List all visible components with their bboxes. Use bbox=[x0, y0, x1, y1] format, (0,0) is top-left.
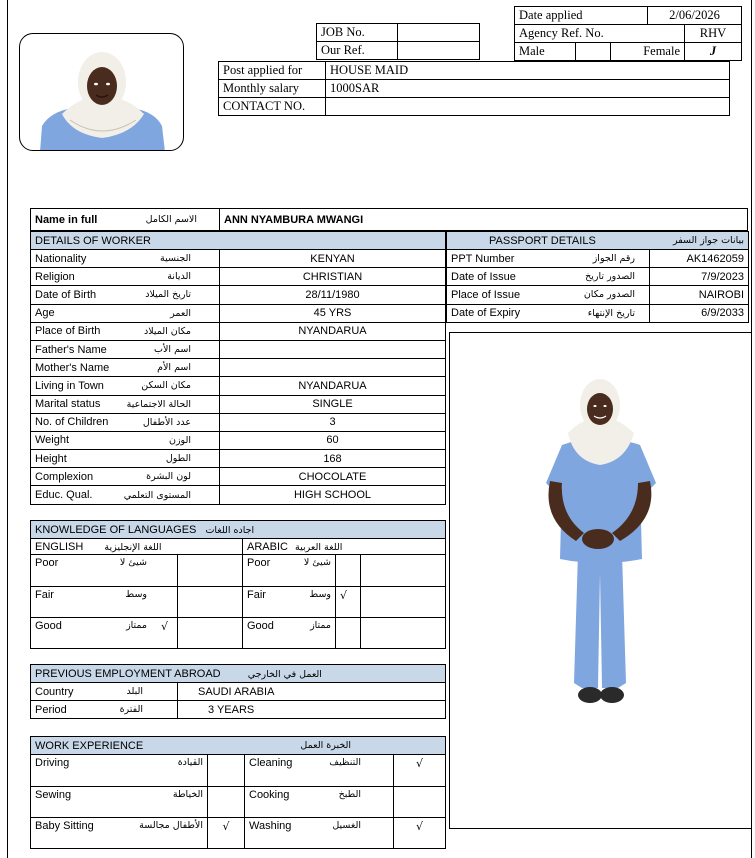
languages-section-title-ar: اجاده اللغات bbox=[205, 524, 255, 536]
english-level-label: Fair bbox=[35, 589, 54, 601]
worker-row bbox=[31, 250, 446, 268]
worker-value: SINGLE bbox=[220, 395, 446, 413]
passport-label-ar: الصدور تاريخ bbox=[585, 271, 635, 283]
employment-table bbox=[30, 664, 446, 719]
experience-left-label-ar: الأطفال مجالسة bbox=[139, 820, 203, 831]
worker-label-cell bbox=[31, 304, 220, 322]
our-ref-label: Our Ref. bbox=[317, 42, 398, 60]
name-table bbox=[30, 208, 748, 231]
worker-label-cell bbox=[31, 395, 220, 413]
worker-label-ar: المستوى التعلمي bbox=[123, 489, 191, 501]
female-mark: J bbox=[685, 43, 742, 61]
agency-ref-value: RHV bbox=[685, 25, 742, 43]
worker-row bbox=[31, 340, 446, 358]
period-label-cell bbox=[31, 701, 178, 719]
experience-right-mark bbox=[394, 787, 446, 818]
passport-section-title: PASSPORT DETAILS bbox=[489, 234, 596, 247]
worker-row bbox=[31, 268, 446, 286]
arabic-level-spacer bbox=[361, 587, 446, 618]
worker-label-ar: الوزن bbox=[168, 434, 191, 446]
experience-left-label: Driving bbox=[35, 757, 70, 769]
contact-value bbox=[326, 98, 730, 116]
male-mark bbox=[576, 43, 611, 61]
worker-label-ar: مكان الميلاد bbox=[143, 325, 191, 337]
worker-label: Mother's Name bbox=[35, 361, 110, 374]
experience-row bbox=[31, 818, 446, 849]
worker-value: KENYAN bbox=[220, 250, 446, 268]
worker-label-ar: تاريخ الميلاد bbox=[145, 289, 191, 301]
worker-label-ar: مكان السكن bbox=[141, 380, 191, 392]
english-header bbox=[31, 539, 243, 555]
worker-label-ar: عدد الأطفال bbox=[142, 416, 191, 428]
job-ref-table bbox=[316, 23, 480, 60]
worker-label: No. of Children bbox=[35, 416, 109, 429]
worker-row bbox=[31, 395, 446, 413]
english-level-label-ar: وسط bbox=[125, 589, 147, 600]
experience-left-label: Sewing bbox=[35, 789, 72, 801]
worker-row bbox=[31, 450, 446, 468]
experience-left-label-ar: القيادة bbox=[177, 757, 203, 768]
experience-right-label: Washing bbox=[249, 820, 292, 832]
period-label-ar: الفترة bbox=[119, 704, 143, 715]
employment-section-title: PREVIOUS EMPLOYMENT ABROAD bbox=[35, 667, 221, 680]
post-applied-label: Post applied for bbox=[219, 62, 326, 80]
experience-left-cell bbox=[31, 787, 208, 818]
passport-label-ar: رقم الجواز bbox=[592, 253, 635, 265]
arabic-label-ar: اللغة العربية bbox=[295, 541, 343, 553]
worker-label-ar: اسم الأب bbox=[154, 344, 191, 356]
experience-right-label: Cleaning bbox=[249, 757, 293, 769]
experience-left-label-ar: الخياطة bbox=[172, 789, 203, 800]
language-level-row bbox=[31, 618, 446, 649]
worker-label-cell bbox=[31, 268, 220, 286]
arabic-level-cell bbox=[243, 555, 336, 587]
country-label-ar: البلد bbox=[126, 686, 143, 697]
worker-value: HIGH SCHOOL bbox=[220, 486, 446, 504]
worker-label: Religion bbox=[35, 270, 75, 283]
arabic-level-mark bbox=[336, 555, 361, 587]
passport-section-header bbox=[447, 232, 749, 250]
arabic-level-spacer bbox=[361, 555, 446, 587]
worker-value: NYANDARUA bbox=[220, 322, 446, 340]
worker-label-ar: الطول bbox=[165, 453, 191, 465]
period-label: Period bbox=[35, 703, 67, 716]
date-applied-value: 2/06/2026 bbox=[647, 7, 741, 25]
worker-value: NYANDARUA bbox=[220, 377, 446, 395]
monthly-salary-label: Monthly salary bbox=[219, 80, 326, 98]
worker-label-cell bbox=[31, 431, 220, 449]
experience-left-mark bbox=[208, 755, 245, 787]
english-level-label-ar: ممتاز bbox=[126, 620, 147, 631]
arabic-level-label: Good bbox=[247, 620, 274, 632]
passport-label-ar: الصدور مكان bbox=[583, 289, 635, 301]
experience-section-header bbox=[31, 737, 446, 755]
worker-label: Date of Birth bbox=[35, 288, 97, 301]
our-ref-value bbox=[398, 42, 480, 60]
experience-right-cell bbox=[245, 818, 394, 849]
worker-row bbox=[31, 377, 446, 395]
worker-row bbox=[31, 431, 446, 449]
passport-value: 7/9/2023 bbox=[650, 268, 749, 286]
arabic-level-mark: √ bbox=[336, 587, 361, 618]
experience-right-label-ar: الطبخ bbox=[338, 789, 361, 800]
worker-value: 168 bbox=[220, 450, 446, 468]
worker-label-cell bbox=[31, 486, 220, 504]
country-label-cell bbox=[31, 683, 178, 701]
arabic-label: ARABIC bbox=[247, 540, 288, 553]
experience-left-mark bbox=[208, 787, 245, 818]
arabic-header bbox=[243, 539, 446, 555]
worker-value bbox=[220, 359, 446, 377]
worker-label-cell bbox=[31, 322, 220, 340]
worker-label-ar: الجنسية bbox=[160, 253, 191, 265]
languages-section-title: KNOWLEDGE OF LANGUAGES bbox=[35, 523, 197, 536]
date-applied-label: Date applied bbox=[515, 7, 648, 25]
worker-value: 45 YRS bbox=[220, 304, 446, 322]
worker-label-ar: لون البشرة bbox=[146, 471, 191, 483]
worker-label: Educ. Qual. bbox=[35, 489, 93, 502]
job-no-label: JOB No. bbox=[317, 24, 398, 42]
worker-label-cell bbox=[31, 250, 220, 268]
experience-row bbox=[31, 787, 446, 818]
passport-label-cell bbox=[447, 250, 650, 268]
name-label: Name in full bbox=[35, 213, 98, 226]
worker-row bbox=[31, 322, 446, 340]
employment-section-header bbox=[31, 665, 446, 683]
experience-left-cell bbox=[31, 818, 208, 849]
passport-label-cell bbox=[447, 286, 650, 304]
worker-label: Height bbox=[35, 452, 67, 465]
worker-row bbox=[31, 359, 446, 377]
worker-label-cell bbox=[31, 468, 220, 486]
worker-value: 60 bbox=[220, 431, 446, 449]
worker-label: Marital status bbox=[35, 398, 101, 411]
name-value: ANN NYAMBURA MWANGI bbox=[220, 209, 748, 231]
english-level-spacer bbox=[178, 587, 243, 618]
english-level-cell bbox=[31, 555, 158, 587]
experience-right-label: Cooking bbox=[249, 789, 290, 801]
experience-section-title: WORK EXPERIENCE bbox=[35, 739, 144, 752]
passport-row bbox=[447, 250, 749, 268]
worker-value: CHRISTIAN bbox=[220, 268, 446, 286]
english-level-mark bbox=[157, 555, 178, 587]
worker-label-cell bbox=[31, 450, 220, 468]
passport-label: Date of Issue bbox=[451, 270, 516, 283]
worker-label: Age bbox=[35, 307, 55, 320]
worker-label-cell bbox=[31, 359, 220, 377]
english-level-cell bbox=[31, 618, 158, 649]
passport-label-cell bbox=[447, 304, 650, 322]
english-level-label-ar: شيئ لا bbox=[119, 557, 147, 568]
worker-value bbox=[220, 340, 446, 358]
worker-label: Nationality bbox=[35, 252, 87, 265]
passport-label: Date of Expiry bbox=[451, 307, 521, 320]
experience-right-mark: √ bbox=[394, 755, 446, 787]
passport-table bbox=[446, 231, 749, 323]
application-info-table bbox=[514, 6, 742, 61]
worker-label-cell bbox=[31, 413, 220, 431]
passport-label-ar: تاريخ الإنتهاء bbox=[587, 307, 635, 319]
english-level-label: Good bbox=[35, 620, 62, 632]
worker-row bbox=[31, 304, 446, 322]
experience-right-cell bbox=[245, 787, 394, 818]
worker-label-cell bbox=[31, 340, 220, 358]
english-level-mark bbox=[157, 587, 178, 618]
worker-label: Place of Birth bbox=[35, 325, 101, 338]
period-value: 3 YEARS bbox=[178, 701, 446, 719]
english-level-label: Poor bbox=[35, 557, 59, 569]
job-no-value bbox=[398, 24, 480, 42]
languages-table bbox=[30, 520, 446, 649]
full-body-photo bbox=[449, 332, 752, 829]
full-body-portrait-icon bbox=[450, 333, 750, 827]
english-label: ENGLISH bbox=[35, 540, 84, 553]
name-label-cell bbox=[31, 209, 220, 231]
country-label: Country bbox=[35, 685, 74, 698]
passport-label: Place of Issue bbox=[451, 288, 521, 301]
passport-row bbox=[447, 304, 749, 322]
experience-row bbox=[31, 755, 446, 787]
worker-label: Complexion bbox=[35, 470, 94, 483]
worker-details-table bbox=[30, 231, 446, 505]
passport-value: NAIROBI bbox=[650, 286, 749, 304]
worker-label: Father's Name bbox=[35, 343, 107, 356]
experience-table bbox=[30, 736, 446, 849]
worker-value: CHOCOLATE bbox=[220, 468, 446, 486]
arabic-level-label: Fair bbox=[247, 589, 266, 601]
worker-label-cell bbox=[31, 286, 220, 304]
worker-label-ar: الديانة bbox=[167, 271, 191, 283]
post-applied-value: HOUSE MAID bbox=[326, 62, 730, 80]
experience-right-cell bbox=[245, 755, 394, 787]
worker-section-title: DETAILS OF WORKER bbox=[31, 232, 446, 250]
headshot-portrait-icon bbox=[20, 34, 184, 151]
arabic-level-label: Poor bbox=[247, 557, 271, 569]
experience-left-cell bbox=[31, 755, 208, 787]
english-level-spacer bbox=[178, 618, 243, 649]
passport-value: 6/9/2033 bbox=[650, 304, 749, 322]
worker-row bbox=[31, 468, 446, 486]
english-level-spacer bbox=[178, 555, 243, 587]
passport-label-cell bbox=[447, 268, 650, 286]
passport-label: PPT Number bbox=[451, 252, 515, 265]
experience-right-label-ar: الغسيل bbox=[332, 820, 361, 831]
language-level-row bbox=[31, 587, 446, 618]
male-label: Male bbox=[515, 43, 576, 61]
experience-left-mark: √ bbox=[208, 818, 245, 849]
arabic-level-label-ar: وسط bbox=[309, 589, 331, 600]
experience-right-mark: √ bbox=[394, 818, 446, 849]
english-label-ar: اللغة الإنجليزية bbox=[104, 541, 162, 553]
worker-label-ar: اسم الأم bbox=[157, 362, 191, 374]
contact-label: CONTACT NO. bbox=[219, 98, 326, 116]
worker-label-ar: العمر bbox=[170, 307, 191, 319]
agency-ref-label: Agency Ref. No. bbox=[515, 25, 685, 43]
english-level-mark: √ bbox=[157, 618, 178, 649]
languages-section-header bbox=[31, 521, 446, 539]
female-label: Female bbox=[611, 43, 685, 61]
worker-value: 28/11/1980 bbox=[220, 286, 446, 304]
passport-row bbox=[447, 268, 749, 286]
arabic-level-label-ar: شيئ لا bbox=[303, 557, 331, 568]
experience-left-label: Baby Sitting bbox=[35, 820, 94, 832]
monthly-salary-value: 1000SAR bbox=[326, 80, 730, 98]
worker-label-cell bbox=[31, 377, 220, 395]
arabic-level-cell bbox=[243, 587, 336, 618]
arabic-level-label-ar: ممتاز bbox=[310, 620, 331, 631]
passport-section-title-ar: بيانات جواز السفر bbox=[673, 235, 744, 246]
arabic-level-mark bbox=[336, 618, 361, 649]
post-table bbox=[218, 61, 730, 116]
country-value: SAUDI ARABIA bbox=[178, 683, 446, 701]
experience-right-label-ar: التنظيف bbox=[329, 757, 361, 768]
worker-label-ar: الحالة الاجتماعية bbox=[126, 398, 191, 410]
language-level-row bbox=[31, 555, 446, 587]
worker-row bbox=[31, 286, 446, 304]
worker-row bbox=[31, 486, 446, 504]
worker-row bbox=[31, 413, 446, 431]
arabic-level-cell bbox=[243, 618, 336, 649]
passport-value: AK1462059 bbox=[650, 250, 749, 268]
worker-value: 3 bbox=[220, 413, 446, 431]
experience-section-title-ar: الخبرة العمل bbox=[300, 740, 351, 751]
worker-label: Weight bbox=[35, 434, 70, 447]
headshot-photo bbox=[19, 33, 184, 151]
name-label-ar: الاسم الكامل bbox=[145, 214, 197, 225]
worker-label: Living in Town bbox=[35, 379, 104, 392]
english-level-cell bbox=[31, 587, 158, 618]
employment-section-title-ar: العمل في الخارجي bbox=[247, 668, 322, 680]
arabic-level-spacer bbox=[361, 618, 446, 649]
passport-row bbox=[447, 286, 749, 304]
